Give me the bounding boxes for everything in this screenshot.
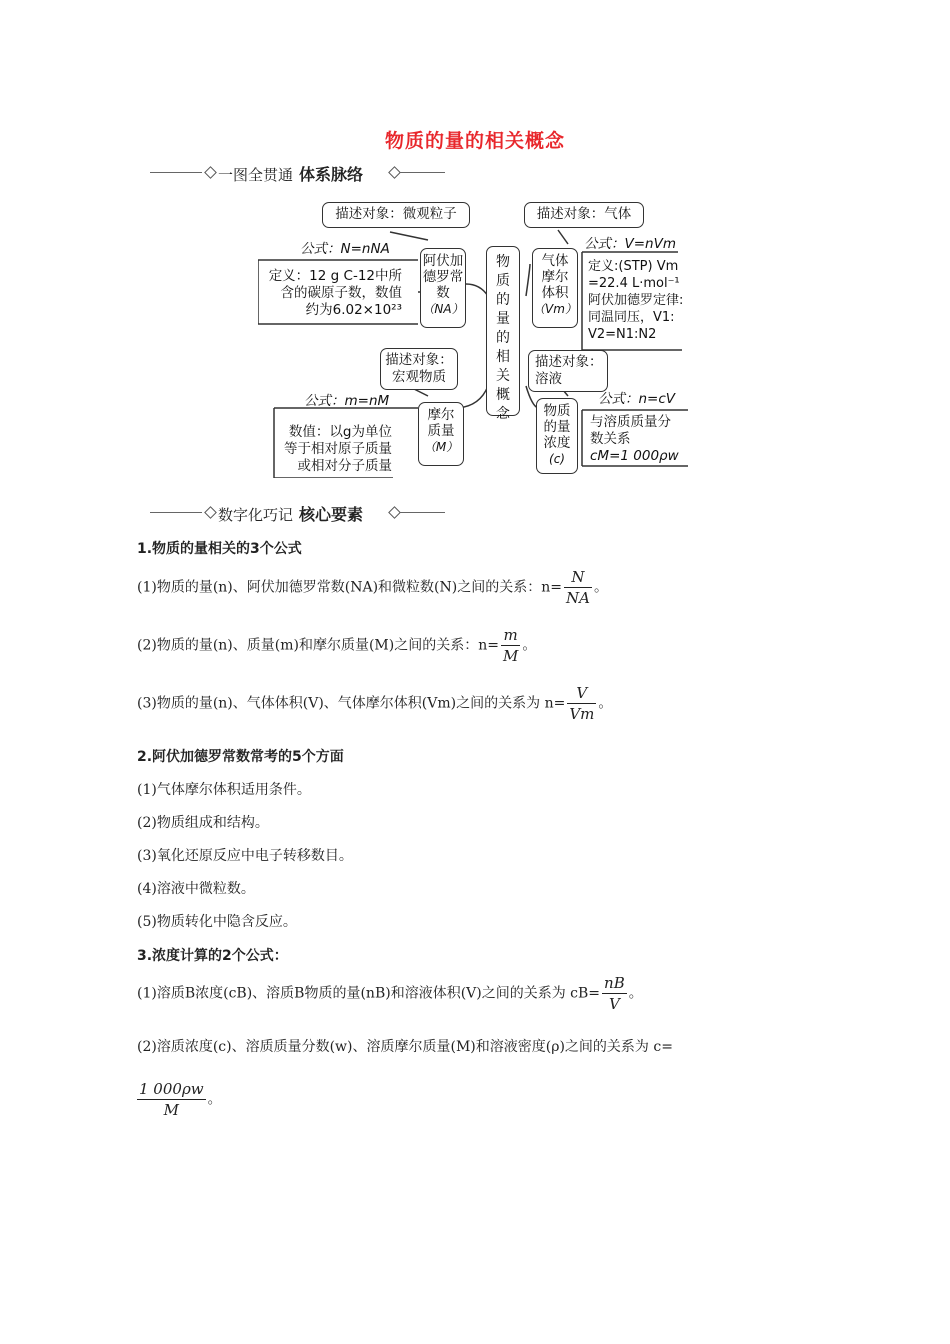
m-node (418, 402, 464, 466)
vm-node (532, 248, 578, 328)
na-definition: 定义：12 g C-12中所 含的碳原子数，数值 约为6.02×10²³ (268, 268, 402, 318)
na-node-symbol: （NA） (422, 302, 464, 316)
c-object-box: 描述对象： 溶液 (528, 350, 608, 392)
m-object-box: 描述对象： 宏观物质 (380, 348, 458, 390)
na-object-label: 描述对象：微观粒子 (335, 206, 457, 222)
concept-diagram (258, 196, 688, 478)
section-banner-2 (150, 502, 445, 524)
diamond-icon (204, 506, 217, 519)
vm-formula: 公式：V=nVm (584, 236, 676, 252)
list-item: (1)气体摩尔体积适用条件。 (137, 782, 311, 798)
list-item: (2)物质组成和结构。 (137, 815, 269, 831)
banner-2-light: 数字化巧记 (218, 506, 294, 524)
fraction: $\frac{1 000\rho w}{M}$ (139, 1080, 204, 1119)
vm-object-box (524, 202, 644, 228)
vm-node-symbol: （Vm） (533, 302, 577, 316)
diamond-icon (204, 166, 217, 179)
formula-line-4: (1)溶质B浓度(cB)、溶质B物质的量(nB)和溶液体积(V)之间的关系为 cB= $\frac{nB}{V}$ 。 (137, 974, 643, 1013)
section-heading-3: 3.浓度计算的2个公式： (137, 948, 288, 964)
m-formula: 公式：m=nM (304, 393, 390, 409)
banner-2-bold: 核心要素 (299, 505, 364, 524)
list-item: (4)溶液中微粒数。 (137, 881, 255, 897)
fraction: $\frac{N}{NA}$ (565, 568, 590, 607)
na-formula: 公式：N=nNA (300, 241, 390, 257)
c-node-symbol: (c) (549, 452, 565, 466)
diamond-icon (388, 506, 401, 519)
banner-1-light: 一图全贯通 (218, 166, 294, 184)
c-definition: 与溶质质量分 数关系 cM=1 000ρw (590, 414, 679, 464)
c-formula: 公式：n=cV (598, 391, 676, 407)
center-node (486, 246, 520, 422)
formula-line-3: (3)物质的量(n)、气体体积(V)、气体摩尔体积(Vm)之间的关系为 n= $\frac{V}{Vm}$ 。 (137, 684, 613, 723)
vm-object-label: 描述对象：气体 (536, 206, 632, 222)
c-node-label: 物质的量浓度 (543, 403, 571, 451)
list-item: (3)氧化还原反应中电子转移数目。 (137, 848, 353, 864)
m-node-label: 摩尔质量 (427, 407, 455, 439)
formula-line-5-fraction: $\frac{1 000\rho w}{M}$ 。 (139, 1080, 222, 1119)
fraction: $\frac{m}{M}$ (502, 626, 519, 665)
na-node (420, 248, 466, 328)
list-item: (5)物质转化中隐含反应。 (137, 914, 297, 930)
diamond-icon (388, 166, 401, 179)
center-node-label: 物质的量的相关概念 (496, 254, 510, 422)
formula-line-2: (2)物质的量(n)、质量(m)和摩尔质量(M)之间的关系：n= $\frac{m}{M}$ 。 (137, 626, 537, 665)
m-definition: 数值：以g为单位 等于相对原子质量 或相对分子质量 (284, 424, 392, 474)
section-heading-2: 2.阿伏加德罗常数常考的5个方面 (137, 749, 344, 765)
section-banner-1 (150, 162, 445, 184)
vm-node-label: 气体摩尔体积 (541, 253, 569, 301)
formula-line-1: (1)物质的量(n)、阿伏加德罗常数(NA)和微粒数(N)之间的关系：n= $\frac{N}{NA}$ 。 (137, 568, 608, 607)
fraction: $\frac{V}{Vm}$ (569, 684, 595, 723)
c-node (536, 398, 578, 474)
na-object-box (322, 202, 470, 228)
banner-1-bold: 体系脉络 (299, 165, 364, 184)
page-title: 物质的量的相关概念 (384, 130, 565, 152)
vm-definition: 定义:(STP) Vm =22.4 L·mol⁻¹ 阿伏加德罗定律: 同温同压，V1: V2=N1:N2 (588, 259, 684, 342)
na-node-label: 阿伏加德罗常数 (422, 253, 464, 301)
section-heading-1: 1.物质的量相关的3个公式 (137, 541, 302, 557)
fraction: $\frac{nB}{V}$ (604, 974, 625, 1013)
m-node-symbol: （M） (423, 440, 459, 454)
formula-line-5: (2)溶质浓度(c)、溶质质量分数(w)、溶质摩尔质量(M)和溶液密度(ρ)之间的关系为 c= (137, 1039, 673, 1055)
